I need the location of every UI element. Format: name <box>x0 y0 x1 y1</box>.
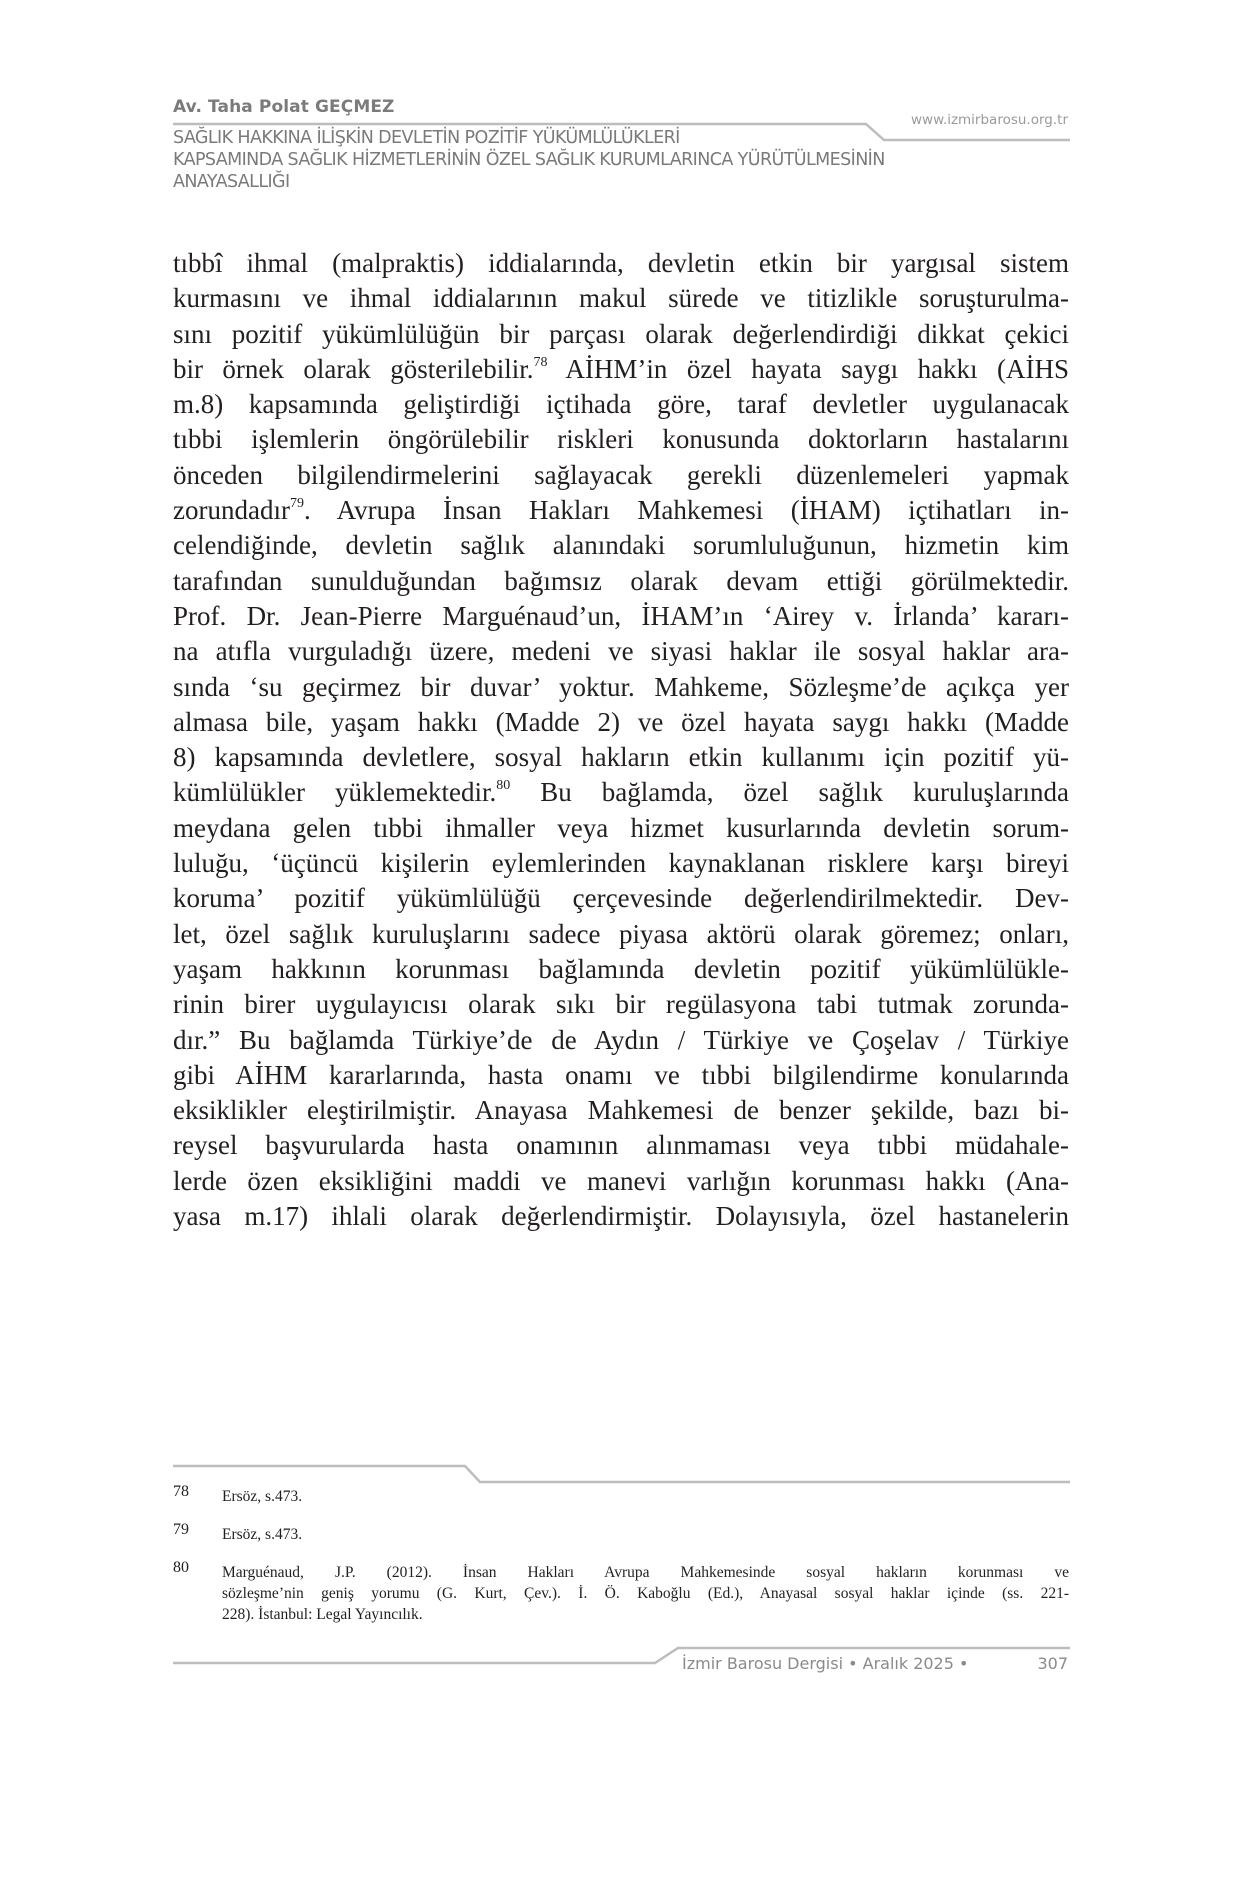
text-line: reysel başvurularda hasta onamının alınmaması veya tıbbi müdahale- <box>173 1130 1069 1161</box>
text-line: tıbbi işlemlerin öngörülebilir riskleri konusunda doktorların hastalarını <box>173 424 1069 455</box>
text-line <box>173 493 1069 528</box>
body-paragraph <box>173 246 1069 1234</box>
text-line: meydana gelen tıbbi ihmaller veya hizmet kusurlarında devletin sorum- <box>173 812 1069 843</box>
footnote-79 <box>173 1521 1069 1545</box>
page-footer <box>682 1654 1068 1673</box>
text-line: 8) kapsamında devletlere, sosyal hakların etkin kullanımı için pozitif yü- <box>173 742 1069 773</box>
text-line: luluğu, ‘üçüncü kişilerin eylemlerinden kaynaklanan risklere karşı bireyi <box>173 848 1069 879</box>
text-line: sında ‘su geçirmez bir duvar’ yoktur. Mahkeme, Sözleşme’de açıkça yer <box>173 671 1069 702</box>
text-line: m.8) kapsamında geliştirdiği içtihada göre, taraf devletler uygulanacak <box>173 389 1069 420</box>
text-line: na atıfla vurguladığı üzere, medeni ve siyasi haklar ile sosyal haklar ara- <box>173 636 1069 667</box>
page-number: 307 <box>1037 1654 1068 1673</box>
text-line: almasa bile, yaşam hakkı (Madde 2) ve özel hayata saygı hakkı (Madde <box>173 706 1069 737</box>
footnote-number: 80 <box>173 1559 189 1576</box>
footnote-number: 78 <box>173 1483 189 1500</box>
text-line: gibi AİHM kararlarında, hasta onamı ve tıbbi bilgilendirme konularında <box>173 1059 1069 1090</box>
footnote-separator-rule <box>173 1466 1070 1482</box>
text-span: bir örnek olarak gösterilebilir. <box>173 353 534 384</box>
journal-info: İzmir Barosu Dergisi • Aralık 2025 • <box>682 1654 969 1673</box>
text-line: koruma’ pozitif yükümlülüğü çerçevesinde değerlendirilmektedir. Dev- <box>173 883 1069 914</box>
text-line: let, özel sağlık kuruluşlarını sadece piyasa aktörü olarak göremez; onları, <box>173 918 1069 949</box>
text-line: sını pozitif yükümlülüğün bir parçası olarak değerlendirdiği dikkat çekici <box>173 318 1069 349</box>
footnote-78 <box>173 1483 1069 1507</box>
text-line: önceden bilgilendirmelerini sağlayacak gerekli düzenlemeleri yapmak <box>173 459 1069 490</box>
text-span: kümlülükler yüklemektedir. <box>173 777 497 808</box>
footnote-text: Ersöz, s.473. <box>222 1488 303 1505</box>
footnote-text: sözleşme’nin geniş yorumu (G. Kurt, Çev.). İ. Ö. Kaboğlu (Ed.), Anayasal sosyal haklar içinde (ss. 221- <box>222 1585 1069 1602</box>
text-line: yasa m.17) ihlali olarak değerlendirmiştir. Dolayısıyla, özel hastanelerin <box>173 1201 1069 1232</box>
footnote-ref-79[interactable]: 79 <box>289 496 304 512</box>
author-name: Av. Taha Polat GEÇMEZ <box>173 97 395 117</box>
footnote-ref-78[interactable]: 78 <box>533 354 548 370</box>
footnote-80 <box>173 1559 1069 1625</box>
article-title <box>173 127 1073 193</box>
footnote-text: Marguénaud, J.P. (2012). İnsan Hakları Avrupa Mahkemesinde sosyal hakların korunması ve <box>222 1564 1069 1581</box>
text-line: dır.” Bu bağlamda Türkiye’de de Aydın / Türkiye ve Çoşelav / Türkiye <box>173 1024 1069 1055</box>
footnote-text: Ersöz, s.473. <box>222 1526 303 1543</box>
text-span: AİHM’in özel hayata saygı hakkı (AİHS <box>547 353 1069 384</box>
text-span: . Avrupa İnsan Hakları Mahkemesi (İHAM) içtihatları in- <box>303 495 1069 526</box>
text-line: Prof. Dr. Jean-Pierre Marguénaud’un, İHAM’ın ‘Airey v. İrlanda’ kararı- <box>173 600 1069 631</box>
article-title-line: ANAYASALLIĞI <box>173 172 290 192</box>
text-line: tarafından sunulduğundan bağımsız olarak devam ettiği görülmektedir. <box>173 565 1069 596</box>
text-span: Bu bağlamda, özel sağlık kuruluşlarında <box>510 777 1069 808</box>
footnote-number: 79 <box>173 1521 189 1538</box>
text-span: zorundadır <box>173 495 290 526</box>
text-line <box>173 352 1069 387</box>
article-title-line: SAĞLIK HAKKINA İLİŞKİN DEVLETİN POZİTİF YÜKÜMLÜLÜKLERİ <box>173 128 680 148</box>
footnote-ref-80[interactable]: 80 <box>496 778 511 794</box>
text-line: yaşam hakkının korunması bağlamında devletin pozitif yükümlülükle- <box>173 953 1069 984</box>
text-line: rinin birer uygulayıcısı olarak sıkı bir regülasyona tabi tutmak zorunda- <box>173 989 1069 1020</box>
text-line: celendiğinde, devletin sağlık alanındaki sorumluluğunun, hizmetin kim <box>173 530 1069 561</box>
site-url[interactable]: www.izmirbarosu.org.tr <box>911 112 1068 128</box>
article-title-line: KAPSAMINDA SAĞLIK HİZMETLERİNİN ÖZEL SAĞLIK KURUMLARINCA YÜRÜTÜLMESİNİN <box>173 150 885 170</box>
footnote-text: 228). İstanbul: Legal Yayıncılık. <box>222 1606 423 1623</box>
text-line: lerde özen eksikliğini maddi ve manevi varlığın korunması hakkı (Ana- <box>173 1165 1069 1196</box>
text-line: kurmasını ve ihmal iddialarının makul sürede ve titizlikle soruşturulma- <box>173 283 1069 314</box>
text-line: tıbbî ihmal (malpraktis) iddialarında, devletin etkin bir yargısal sistem <box>173 248 1069 278</box>
text-line <box>173 775 1069 810</box>
footnotes <box>173 1483 1069 1642</box>
text-line: eksiklikler eleştirilmiştir. Anayasa Mahkemesi de benzer şekilde, bazı bi- <box>173 1095 1069 1126</box>
